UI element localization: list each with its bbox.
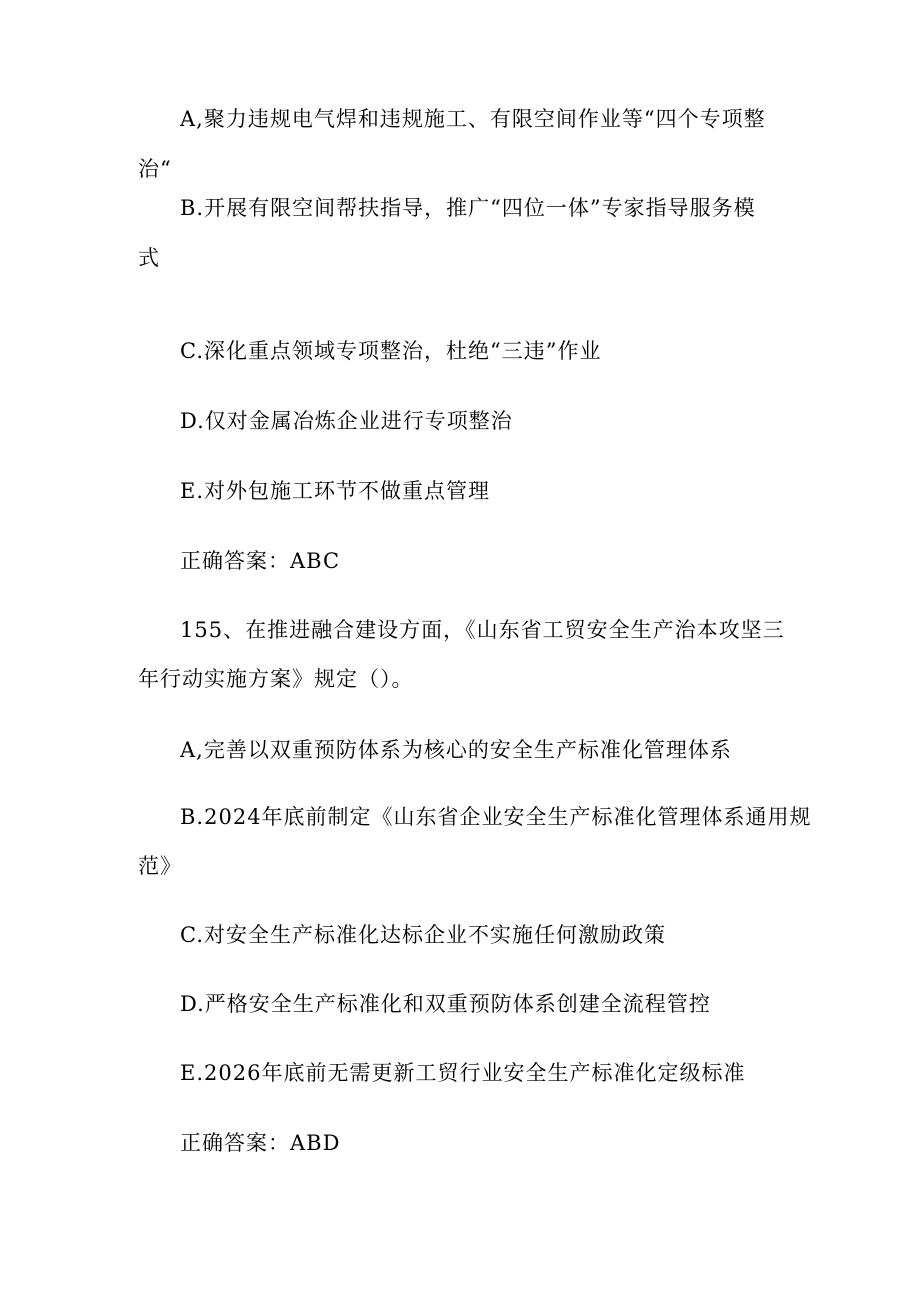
q154-option-b-line2: 式 [138, 246, 160, 270]
q155-question-line2: 年行动实施方案》规定（）。 [138, 667, 414, 691]
q154-option-a-line1: A,聚力违规电气焊和违规施工、有限空间作业等“四个专项整 [180, 107, 766, 131]
q154-option-d: D.仅对金属冶炼企业进行专项整治 [180, 409, 513, 433]
q155-question-line1: 155、在推进融合建设方面，《山东省工贸安全生产治本攻坚三 [180, 618, 785, 642]
q154-option-e: E.对外包施工环节不做重点管理 [180, 479, 491, 503]
q155-option-e: E.2026年底前无需更新工贸行业安全生产标准化定级标准 [180, 1061, 746, 1085]
q155-option-c: C.对安全生产标准化达标企业不实施任何激励政策 [180, 923, 666, 947]
q154-answer: 正确答案：ABC [180, 549, 341, 573]
q155-answer: 正确答案：ABD [180, 1131, 341, 1155]
q154-option-b-line1: B.开展有限空间帮扶指导，推广“四位一体”专家指导服务模 [180, 196, 756, 220]
q155-option-d: D.严格安全生产标准化和双重预防体系创建全流程管控 [180, 992, 711, 1016]
q155-option-b-line2: 范》 [138, 854, 182, 878]
q154-option-c: C.深化重点领域专项整治，杜绝“三违”作业 [180, 339, 602, 363]
q154-option-a-line2: 治“ [138, 157, 172, 181]
q155-option-b-line1: B.2024年底前制定《山东省企业安全生产标准化管理体系通用规 [180, 805, 812, 829]
q155-option-a: A,完善以双重预防体系为核心的安全生产标准化管理体系 [180, 738, 732, 762]
